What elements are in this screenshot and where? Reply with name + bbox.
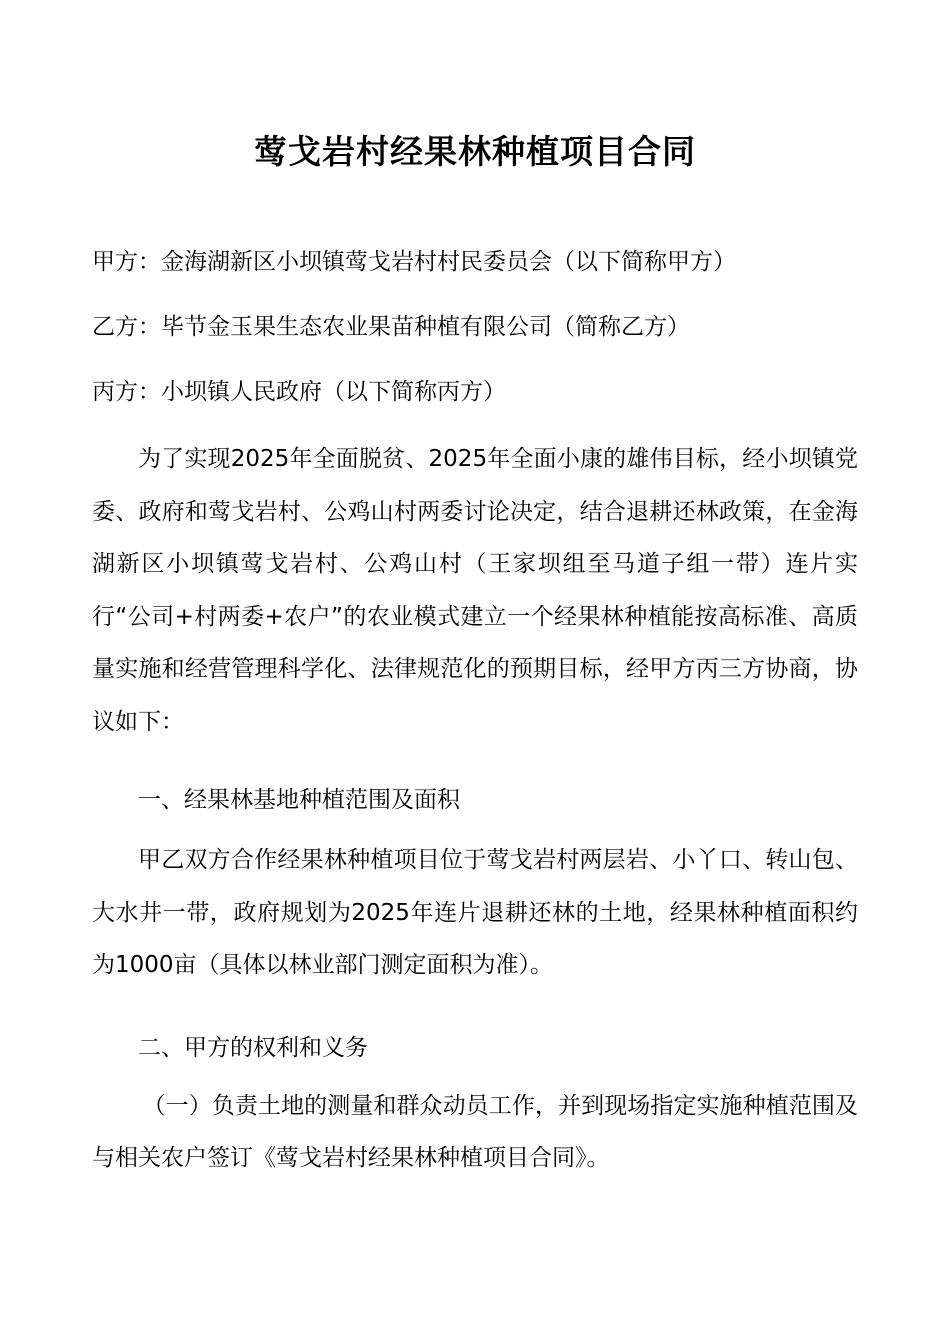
section-1-body: 甲乙双方合作经果林种植项目位于莺戈岩村两层岩、小丫口、转山包、大水井一带，政府规划为2025年连片退耕还林的土地，经果林种植面积约为1000亩（具体以林业部门测定面积为准）。: [92, 847, 858, 978]
party-a-line: 甲方：金海湖新区小坝镇莺戈岩村村民委员会（以下简称甲方）: [92, 249, 736, 275]
intro-paragraph: 为了实现2025年全面脱贫、2025年全面小康的雄伟目标，经小坝镇党委、政府和莺戈岩村、公鸡山村两委讨论决定，结合退耕还林政策，在金海湖新区小坝镇莺戈岩村、公鸡山村（王家坝组至马道子组一带）连片实行“公司+村两委+农户”的农业模式建立一个经果林种植能按高标准、高质量实施和经营管理科学化、法律规范化的预期目标，经甲方丙三方协商，协议如下：: [92, 446, 858, 735]
section-2-heading: 二、甲方的权利和义务: [138, 1034, 368, 1061]
document-title: 莺戈岩村经果林种植项目合同: [254, 132, 696, 171]
parties-block: [92, 246, 858, 408]
section-2-item-1: （一）负责土地的测量和群众动员工作，并到现场指定实施种植范围及与相关农户签订《莺戈岩村经果林种植项目合同》。: [92, 1092, 858, 1171]
party-c-line: 丙方：小坝镇人民政府（以下简称丙方）: [92, 379, 506, 405]
section-1-heading: 一、经果林基地种植范围及面积: [138, 787, 460, 813]
party-b-line: 乙方：毕节金玉果生态农业果苗种植有限公司（简称乙方）: [92, 314, 690, 340]
